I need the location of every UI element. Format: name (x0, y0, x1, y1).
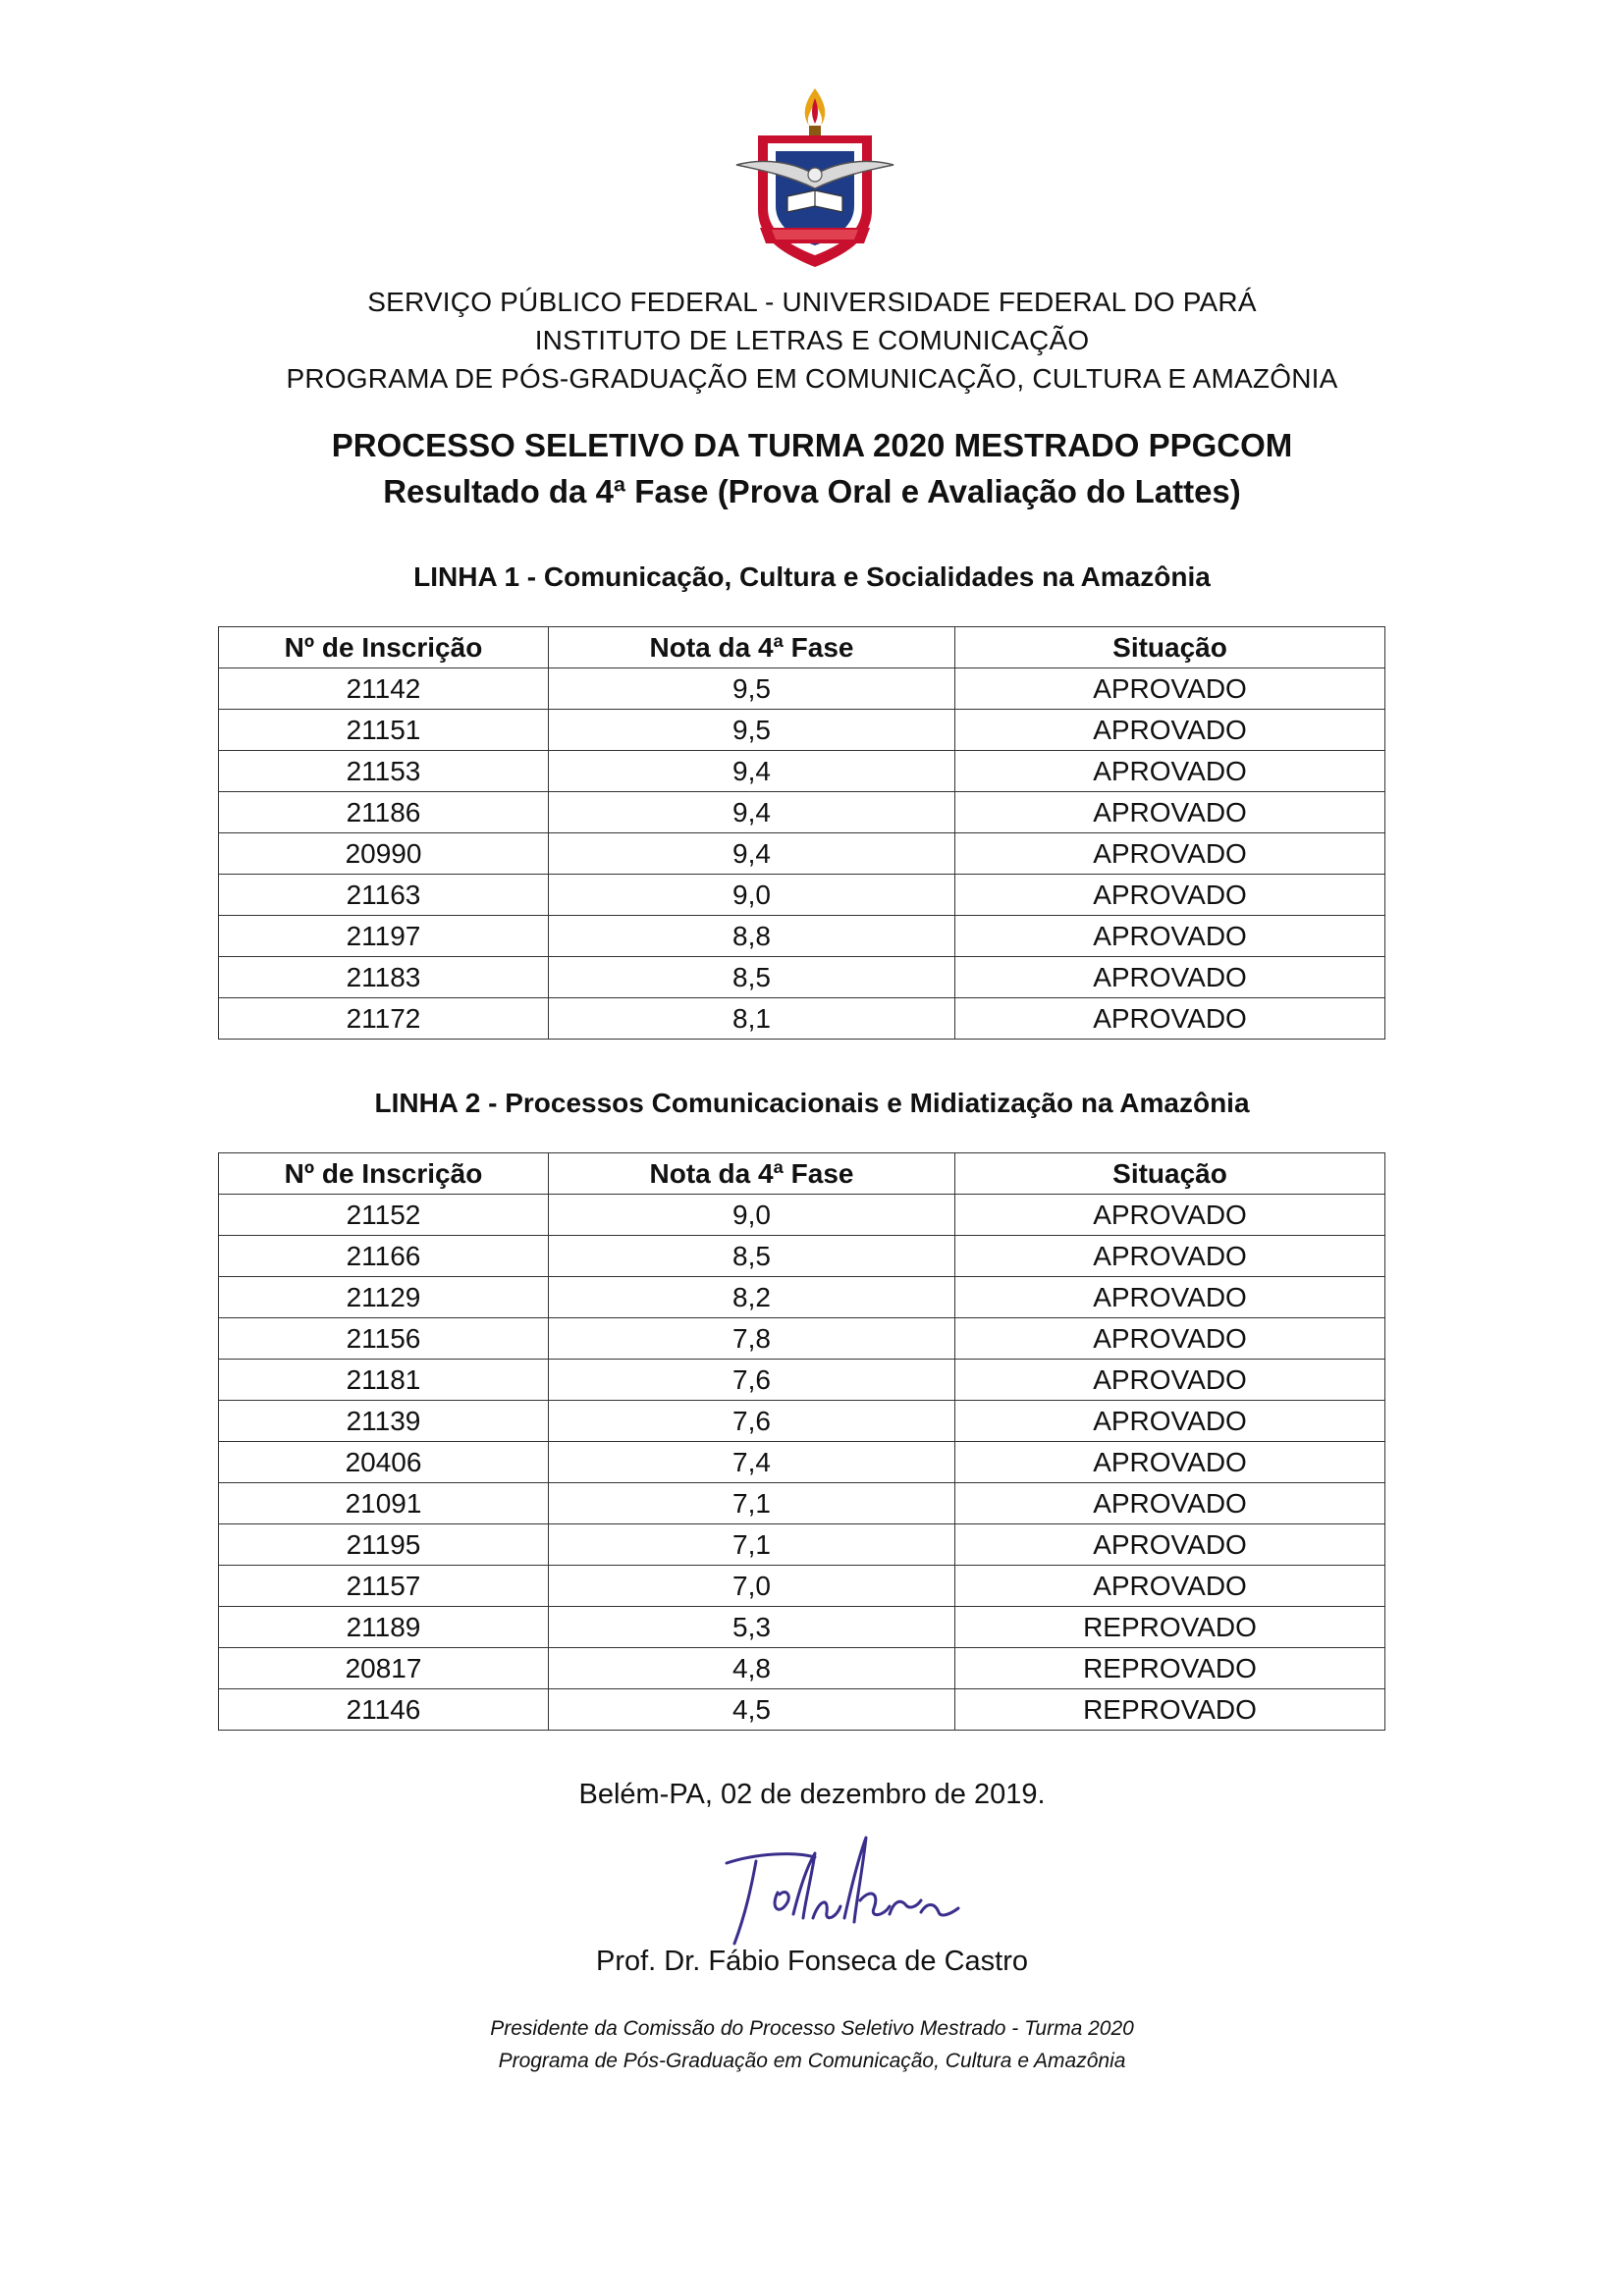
grade-cell: 7,6 (549, 1360, 955, 1401)
grade-cell: 9,5 (549, 668, 955, 710)
grade-cell: 8,5 (549, 1236, 955, 1277)
grade-cell: 9,4 (549, 792, 955, 833)
title-line-2: Resultado da 4ª Fase (Prova Oral e Avaliação do Lattes) (383, 473, 1241, 509)
registration-cell: 21166 (219, 1236, 549, 1277)
status-cell: APROVADO (955, 792, 1385, 833)
grade-cell: 5,3 (549, 1607, 955, 1648)
registration-cell: 20990 (219, 833, 549, 875)
registration-cell: 20817 (219, 1648, 549, 1689)
linha1-rows (219, 668, 1385, 1040)
status-cell: APROVADO (955, 875, 1385, 916)
registration-cell: 21129 (219, 1277, 549, 1318)
status-cell: APROVADO (955, 668, 1385, 710)
ufpa-crest-icon (727, 80, 903, 277)
registration-cell: 20406 (219, 1442, 549, 1483)
document-title (0, 422, 1624, 514)
status-cell: APROVADO (955, 1360, 1385, 1401)
table-row (219, 1524, 1385, 1566)
registration-cell: 21197 (219, 916, 549, 957)
footnote-line-1: Presidente da Comissão do Processo Seletivo Mestrado - Turma 2020 (490, 2017, 1134, 2040)
grade-cell: 4,5 (549, 1689, 955, 1731)
registration-cell: 21163 (219, 875, 549, 916)
table-row (219, 1689, 1385, 1731)
table-row (219, 1318, 1385, 1360)
status-cell: REPROVADO (955, 1689, 1385, 1731)
status-cell: APROVADO (955, 998, 1385, 1040)
footnote-line-2: Programa de Pós-Graduação em Comunicação, Cultura e Amazônia (498, 2050, 1126, 2072)
linha2-table (218, 1152, 1385, 1731)
signer-role (0, 2012, 1624, 2077)
registration-cell: 21153 (219, 751, 549, 792)
table-row (219, 998, 1385, 1040)
registration-cell: 21091 (219, 1483, 549, 1524)
status-cell: APROVADO (955, 1277, 1385, 1318)
status-cell: APROVADO (955, 1195, 1385, 1236)
grade-cell: 9,0 (549, 875, 955, 916)
table-row (219, 1360, 1385, 1401)
signer-name: Prof. Dr. Fábio Fonseca de Castro (595, 1946, 1029, 1977)
status-cell: APROVADO (955, 833, 1385, 875)
registration-cell: 21157 (219, 1566, 549, 1607)
grade-cell: 7,0 (549, 1566, 955, 1607)
table-row (219, 1566, 1385, 1607)
table-row (219, 1648, 1385, 1689)
table-row (219, 957, 1385, 998)
status-cell: APROVADO (955, 1483, 1385, 1524)
status-cell: APROVADO (955, 1442, 1385, 1483)
grade-cell: 9,5 (549, 710, 955, 751)
column-header-grade: Nota da 4ª Fase (549, 627, 955, 668)
column-header-grade: Nota da 4ª Fase (549, 1153, 955, 1195)
grade-cell: 7,1 (549, 1524, 955, 1566)
document-date: Belém-PA, 02 de dezembro de 2019. (578, 1779, 1046, 1810)
table-row (219, 668, 1385, 710)
status-cell: APROVADO (955, 1524, 1385, 1566)
status-cell: APROVADO (955, 916, 1385, 957)
registration-cell: 21189 (219, 1607, 549, 1648)
grade-cell: 7,6 (549, 1401, 955, 1442)
column-header-registration: Nº de Inscrição (219, 1153, 549, 1195)
table-row (219, 1401, 1385, 1442)
grade-cell: 7,4 (549, 1442, 955, 1483)
table-row (219, 710, 1385, 751)
grade-cell: 8,2 (549, 1277, 955, 1318)
table-header-row (219, 627, 1385, 668)
registration-cell: 21139 (219, 1401, 549, 1442)
grade-cell: 9,4 (549, 833, 955, 875)
table-row (219, 1195, 1385, 1236)
status-cell: REPROVADO (955, 1607, 1385, 1648)
status-cell: APROVADO (955, 1401, 1385, 1442)
header-line-2: INSTITUTO DE LETRAS E COMUNICAÇÃO (534, 325, 1090, 355)
header-line-1: SERVIÇO PÚBLICO FEDERAL - UNIVERSIDADE FEDERAL DO PARÁ (367, 287, 1257, 317)
registration-cell: 21195 (219, 1524, 549, 1566)
status-cell: APROVADO (955, 710, 1385, 751)
grade-cell: 8,5 (549, 957, 955, 998)
grade-cell: 4,8 (549, 1648, 955, 1689)
table-row (219, 833, 1385, 875)
status-cell: REPROVADO (955, 1648, 1385, 1689)
registration-cell: 21186 (219, 792, 549, 833)
institution-header (0, 283, 1624, 398)
table-row (219, 875, 1385, 916)
table-row (219, 1483, 1385, 1524)
registration-cell: 21183 (219, 957, 549, 998)
linha2-rows (219, 1195, 1385, 1731)
registration-cell: 21146 (219, 1689, 549, 1731)
registration-cell: 21142 (219, 668, 549, 710)
status-cell: APROVADO (955, 751, 1385, 792)
grade-cell: 8,8 (549, 916, 955, 957)
grade-cell: 9,4 (549, 751, 955, 792)
grade-cell: 9,0 (549, 1195, 955, 1236)
status-cell: APROVADO (955, 1236, 1385, 1277)
title-line-1: PROCESSO SELETIVO DA TURMA 2020 MESTRADO PPGCOM (331, 427, 1293, 463)
table-row (219, 1277, 1385, 1318)
table-row (219, 1607, 1385, 1648)
registration-cell: 21156 (219, 1318, 549, 1360)
status-cell: APROVADO (955, 1566, 1385, 1607)
header-line-3: PROGRAMA DE PÓS-GRADUAÇÃO EM COMUNICAÇÃO, CULTURA E AMAZÔNIA (286, 363, 1338, 394)
column-header-status: Situação (955, 627, 1385, 668)
linha2-heading: LINHA 2 - Processos Comunicacionais e Midiatização na Amazônia (374, 1088, 1250, 1118)
table-header-row (219, 1153, 1385, 1195)
handwritten-signature-icon (687, 1824, 972, 1951)
column-header-status: Situação (955, 1153, 1385, 1195)
grade-cell: 7,8 (549, 1318, 955, 1360)
linha1-table (218, 626, 1385, 1040)
column-header-registration: Nº de Inscrição (219, 627, 549, 668)
grade-cell: 7,1 (549, 1483, 955, 1524)
table-row (219, 916, 1385, 957)
linha1-heading: LINHA 1 - Comunicação, Cultura e Socialidades na Amazônia (413, 561, 1211, 592)
status-cell: APROVADO (955, 1318, 1385, 1360)
registration-cell: 21181 (219, 1360, 549, 1401)
grade-cell: 8,1 (549, 998, 955, 1040)
registration-cell: 21152 (219, 1195, 549, 1236)
table-row (219, 792, 1385, 833)
status-cell: APROVADO (955, 957, 1385, 998)
table-row (219, 1236, 1385, 1277)
table-row (219, 1442, 1385, 1483)
registration-cell: 21151 (219, 710, 549, 751)
table-row (219, 751, 1385, 792)
registration-cell: 21172 (219, 998, 549, 1040)
